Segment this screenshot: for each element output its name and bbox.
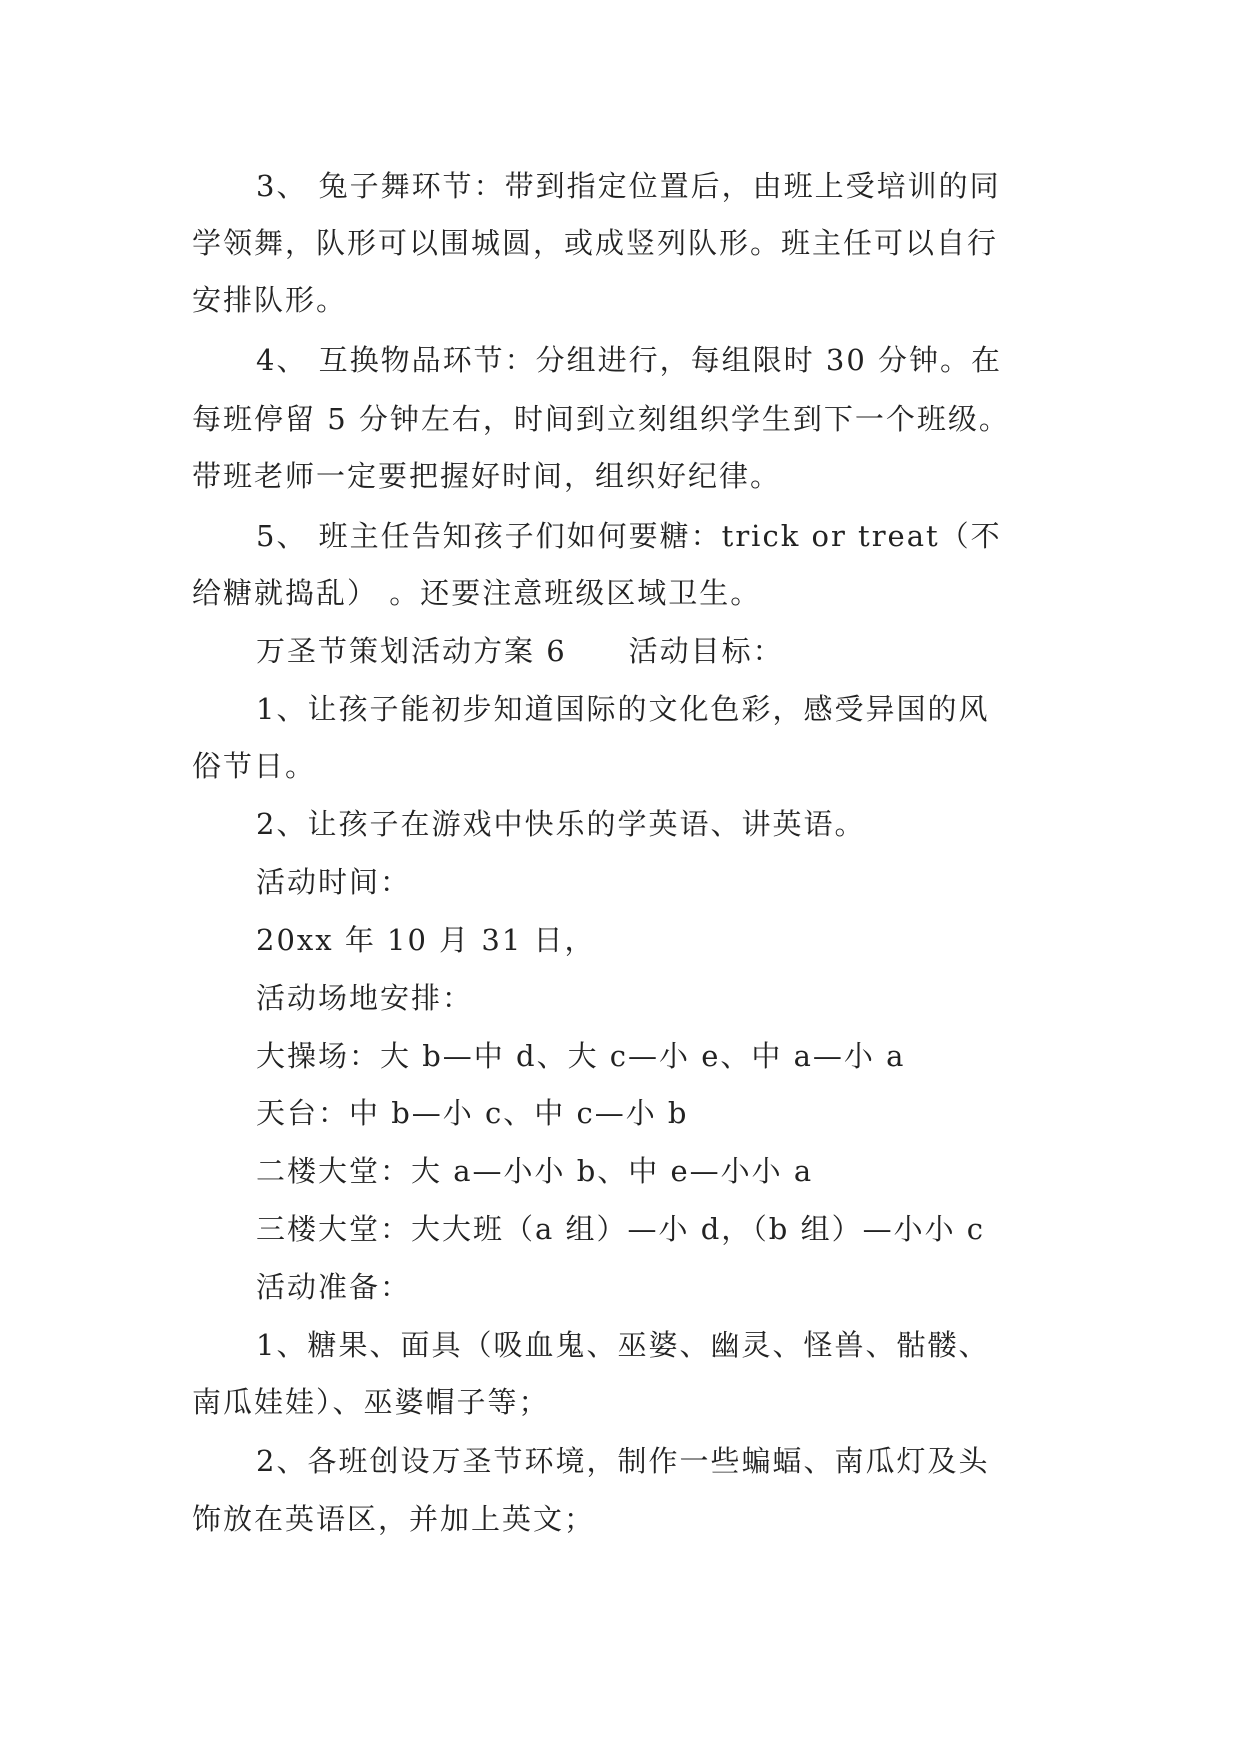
paragraph-line: 安排队形。 [192, 283, 348, 317]
paragraph-line: 1、糖果、面具（吸血鬼、巫婆、幽灵、怪兽、骷髅、 [256, 1328, 990, 1362]
paragraph-line: 三楼大堂：大大班（a 组）—小 d，（b 组）—小小 c [256, 1212, 986, 1246]
paragraph-line: 活动时间： [256, 865, 412, 899]
paragraph-line: 天台：中 b—小 c、中 c—小 b [256, 1096, 689, 1130]
paragraph-line: 俗节日。 [192, 749, 317, 783]
paragraph-line: 给糖就捣乱） 。还要注意班级区域卫生。 [192, 576, 762, 610]
paragraph-line: 二楼大堂：大 a—小小 b、中 e—小小 a [256, 1154, 814, 1188]
paragraph-line: 20xx 年 10 月 31 日， [256, 923, 596, 957]
paragraph-line: 饰放在英语区，并加上英文； [192, 1502, 596, 1536]
paragraph-line: 2、各班创设万圣节环境，制作一些蝙蝠、南瓜灯及头 [256, 1444, 990, 1478]
paragraph-line: 2、让孩子在游戏中快乐的学英语、讲英语。 [256, 807, 866, 841]
paragraph-line: 4、 互换物品环节：分组进行，每组限时 30 分钟。在 [256, 343, 1003, 377]
paragraph-line: 3、 兔子舞环节：带到指定位置后，由班上受培训的同 [256, 169, 1001, 203]
paragraph-line: 5、 班主任告知孩子们如何要糖：trick or treat（不 [256, 519, 1002, 553]
paragraph-line: 南瓜娃娃）、巫婆帽子等； [192, 1385, 550, 1419]
paragraph-line: 1、让孩子能初步知道国际的文化色彩，感受异国的风 [256, 692, 990, 726]
paragraph-line: 大操场：大 b—中 d、大 c—小 e、中 a—小 a [256, 1039, 906, 1073]
paragraph-line: 活动准备： [256, 1270, 412, 1304]
section-heading: 万圣节策划活动方案 6 活动目标： [256, 634, 784, 668]
paragraph-line: 活动场地安排： [256, 981, 474, 1015]
paragraph-line: 带班老师一定要把握好时间，组织好纪律。 [192, 459, 782, 493]
paragraph-line: 每班停留 5 分钟左右，时间到立刻组织学生到下一个班级。 [192, 402, 1010, 436]
paragraph-line: 学领舞，队形可以围城圆，或成竖列队形。班主任可以自行 [192, 226, 999, 260]
